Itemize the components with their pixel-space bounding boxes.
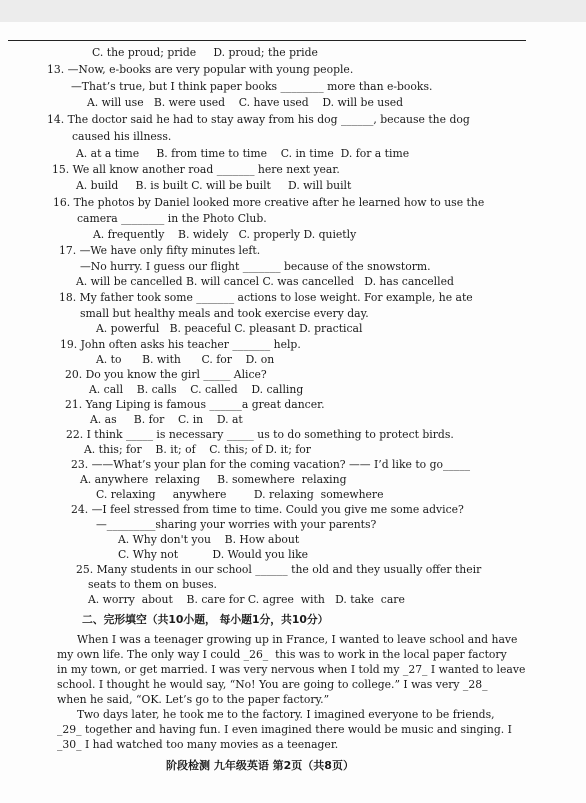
question-line: A. to B. with C. for D. on (96, 353, 275, 366)
question-line: A. as B. for C. in D. at (90, 413, 243, 426)
question-line: seats to them on buses. (88, 578, 217, 591)
page-footer: 阶段检测 九年级英语 第2页（共8页） (166, 759, 354, 772)
passage-line: _29_ together and having fun. I even imagined there would be music and singing. I (57, 723, 512, 736)
question-line: A. build B. is built C. will be built D. will built (76, 179, 352, 192)
question-line: A. call B. calls C. called D. calling (89, 383, 304, 396)
passage-line: Two days later, he took me to the factory. I imagined everyone to be friends, (77, 708, 495, 721)
question-line: small but healthy meals and took exercise every day. (80, 307, 369, 320)
question-line: 23. ——What’s your plan for the coming vacation? —— I’d like to go_____ (71, 458, 470, 471)
top-band (0, 0, 586, 22)
passage-line: _30_ I had watched too many movies as a teenager. (57, 738, 339, 751)
question-line: 24. —I feel stressed from time to time. Could you give me some advice? (71, 503, 464, 516)
question-line: A. at a time B. from time to time C. in time D. for a time (76, 147, 410, 160)
question-line: A. worry about B. care for C. agree with D. take care (88, 593, 405, 606)
question-line: 25. Many students in our school ______ the old and they usually offer their (76, 563, 482, 576)
question-line: —_________sharing your worries with your parents? (96, 518, 377, 531)
question-line: C. the proud; pride D. proud; the pride (92, 46, 318, 59)
question-line: 20. Do you know the girl _____ Alice? (65, 368, 267, 381)
question-line: camera ________ in the Photo Club. (77, 212, 267, 225)
question-line: caused his illness. (72, 130, 172, 143)
question-line: A. will use B. were used C. have used D. will be used (87, 96, 404, 109)
question-line: 22. I think _____ is necessary _____ us to do something to protect birds. (66, 428, 454, 441)
header-rule (8, 40, 526, 41)
question-line: C. Why not D. Would you like (118, 548, 309, 561)
passage-line: school. I thought he would say, “No! You are going to college.” I was very _28_ (57, 678, 488, 691)
question-line: 16. The photos by Daniel looked more creative after he learned how to use the (53, 196, 485, 209)
passage-line: When I was a teenager growing up in France, I wanted to leave school and have (77, 633, 518, 646)
question-line: 17. —We have only fifty minutes left. (59, 244, 261, 257)
question-line: —That’s true, but I think paper books ________ more than e-books. (71, 80, 433, 93)
question-line: 21. Yang Liping is famous ______a great dancer. (65, 398, 325, 411)
question-line: 15. We all know another road _______ here next year. (52, 163, 340, 176)
passage-line: my own life. The only way I could _26_ this was to work in the local paper factory (57, 648, 507, 661)
question-line: A. powerful B. peaceful C. pleasant D. practical (96, 322, 363, 335)
question-line: A. will be cancelled B. will cancel C. was cancelled D. has cancelled (76, 275, 454, 288)
passage-line: when he said, “OK. Let’s go to the paper factory.” (57, 693, 330, 706)
question-line: A. frequently B. widely C. properly D. quietly (93, 228, 357, 241)
question-line: A. anywhere relaxing B. somewhere relaxing (80, 473, 347, 486)
question-line: A. Why don't you B. How about (118, 533, 300, 546)
question-line: 19. John often asks his teacher _______ help. (60, 338, 301, 351)
question-line: 13. —Now, e-books are very popular with young people. (47, 63, 354, 76)
section-title: 二、完形填空（共10小题， 每小题1分，共10分） (82, 613, 329, 626)
question-line: C. relaxing anywhere D. relaxing somewhere (96, 488, 384, 501)
question-line: 18. My father took some _______ actions to lose weight. For example, he ate (59, 291, 473, 304)
passage-line: in my town, or get married. I was very nervous when I told my _27_ I wanted to leave (57, 663, 526, 676)
question-line: —No hurry. I guess our flight _______ because of the snowstorm. (80, 260, 431, 273)
question-line: A. this; for B. it; of C. this; of D. it; for (84, 443, 311, 456)
question-line: 14. The doctor said he had to stay away from his dog ______, because the dog (47, 113, 470, 126)
